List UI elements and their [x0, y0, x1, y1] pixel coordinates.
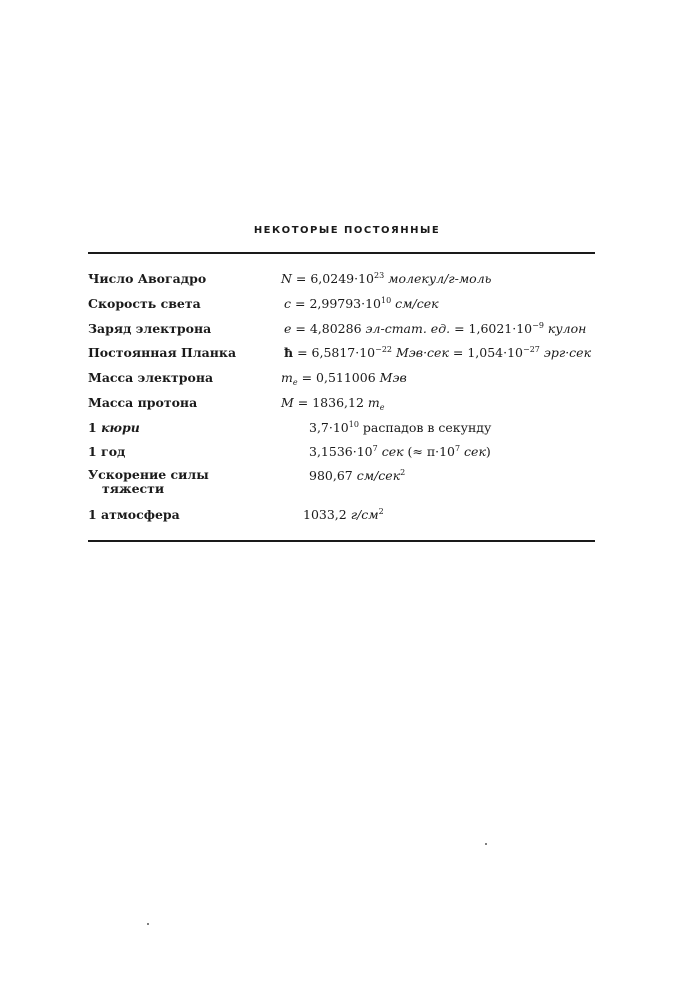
constant-label: 1 год — [88, 444, 126, 459]
bottom-rule — [88, 540, 595, 542]
constant-label: Заряд электрона — [88, 321, 212, 336]
constant-label: Масса электрона — [88, 370, 214, 385]
constant-value: $3,1536\cdot 10^7$ сек (≈ $\pi\cdot 10^7$ сек) — [309, 444, 491, 459]
constant-label: Ускорение силы тяжести — [88, 467, 209, 496]
constant-label: 1 атмосфера — [88, 507, 180, 522]
page-title: НЕКОТОРЫЕ ПОСТОЯННЫЕ — [253, 225, 441, 236]
constant-label: Скорость света — [88, 296, 201, 311]
constant-value: e = 4,80286 эл-стат. ед. = $1,6021\cdot 10^{-9}$ кулон — [284, 321, 587, 336]
constant-value: $c = 2,99793\cdot 10^{10}$ см/сек — [284, 296, 439, 311]
constant-value: $3,7\cdot 10^{10}$ распадов в секунду — [309, 420, 492, 435]
constant-label: Масса протона — [88, 395, 198, 410]
constant-value: $N = 6,0249\cdot 10^{23}$ молекул/г-моль — [281, 271, 492, 286]
constant-label: Число Авогадро — [88, 271, 207, 286]
constant-value: 1033,2 $г/см^2$ — [303, 507, 384, 522]
scan-speck — [485, 843, 487, 845]
scan-speck — [147, 923, 149, 925]
top-rule — [88, 252, 595, 254]
constant-label: Постоянная Планка — [88, 345, 237, 360]
constant-value: M = 1836,12 $m_e$ — [281, 395, 385, 412]
constant-value: $m_e = 0,511006$ Мэв — [281, 370, 407, 387]
constant-label: 1 кюри — [88, 420, 140, 435]
constant-value: 980,67 см/сек$^2$ — [309, 468, 406, 483]
constant-value: ħ = $6,5817\cdot 10^{-22}$ $Мэв\cdot сек = 1,054\cdot 10^{-27}$ эрг·сек — [284, 345, 592, 360]
